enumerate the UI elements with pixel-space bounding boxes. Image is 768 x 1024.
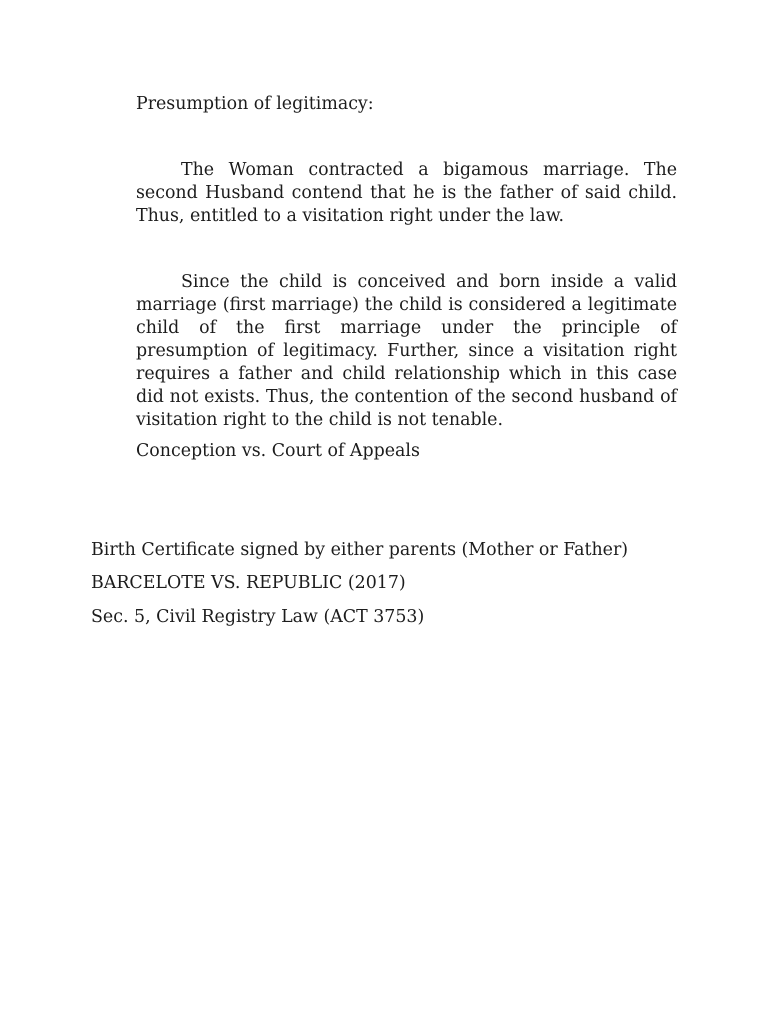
section-heading: Presumption of legitimacy:	[136, 94, 374, 114]
paragraph-bigamous-marriage: The Woman contracted a bigamous marriage. The second Husband contend that he is the father of said child. Thus, entitled to a visitation right under the law.	[136, 160, 677, 226]
statute-reference: Sec. 5, Civil Registry Law (ACT 3753)	[91, 607, 425, 627]
paragraph-presumption-legitimacy: Since the child is conceived and born inside a valid marriage (first marriage) the child is considered a legitimate child of the first marriage under the principle of presumption of legitimacy. Further, since a visitation right requires a father and child relationship which in this case did not exists. Thus, the contention of the second husband of visitation right to the child is not tenable.	[136, 272, 677, 430]
case-reference-conception: Conception vs. Court of Appeals	[136, 441, 420, 461]
case-reference-barcelote: BARCELOTE VS. REPUBLIC (2017)	[91, 573, 406, 593]
birth-certificate-note: Birth Certificate signed by either parents (Mother or Father)	[91, 540, 629, 560]
